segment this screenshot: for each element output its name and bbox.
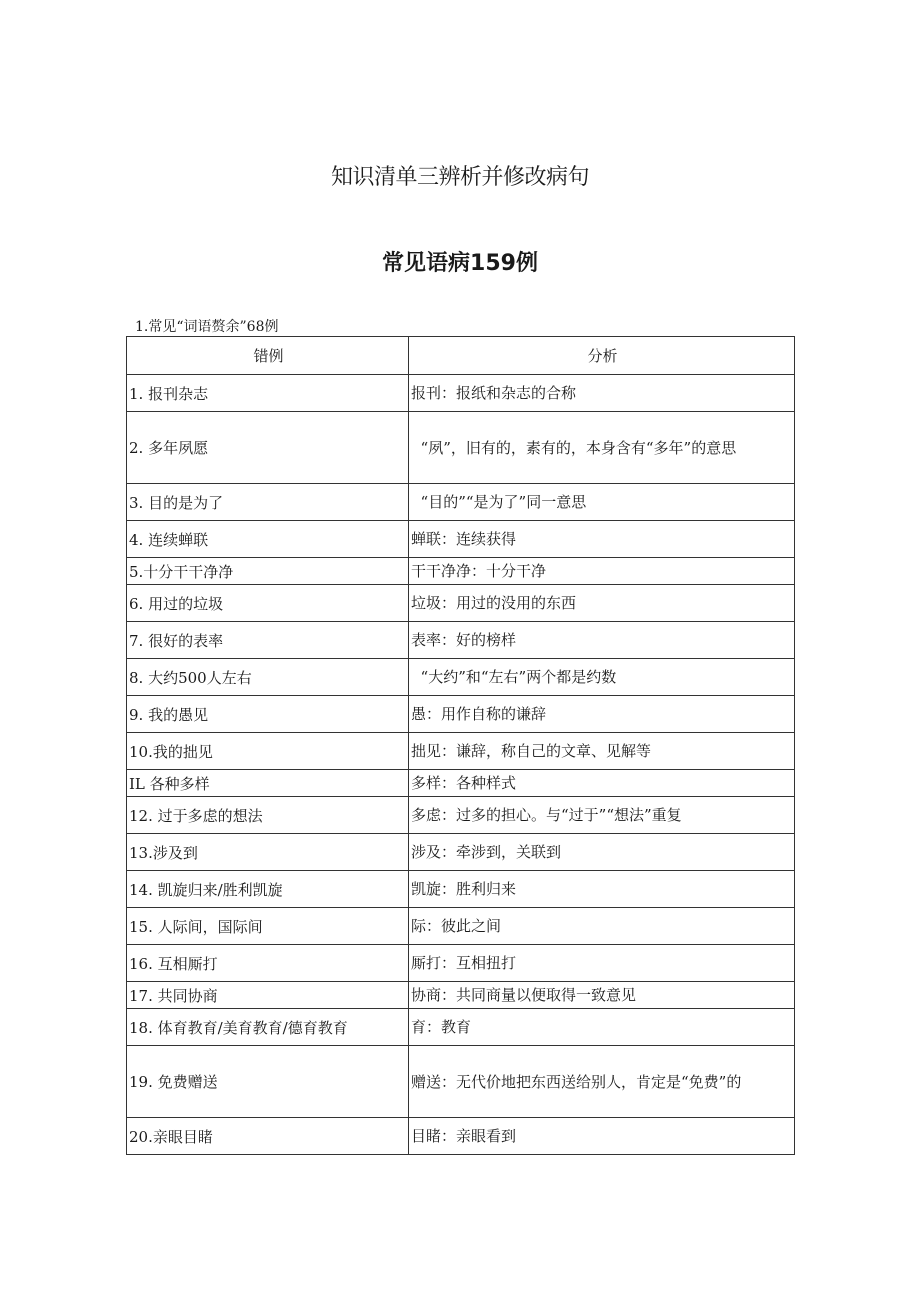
analysis-cell: 赠送：无代价地把东西送给别人，肯定是“免费”的 <box>409 1046 795 1118</box>
analysis-cell: 际：彼此之间 <box>409 908 795 945</box>
analysis-cell: 蝉联：连续获得 <box>409 521 795 558</box>
error-example-cell: 5.十分干干净净 <box>127 558 409 585</box>
analysis-cell: “目的”“是为了”同一意思 <box>409 484 795 521</box>
error-example-cell: 6. 用过的垃圾 <box>127 585 409 622</box>
analysis-cell: 育：教育 <box>409 1009 795 1046</box>
table-row <box>127 696 795 733</box>
table-row <box>127 585 795 622</box>
error-example-cell: 16. 互相厮打 <box>127 945 409 982</box>
column-header-error: 错例 <box>127 337 409 375</box>
error-example-cell: 19. 免费赠送 <box>127 1046 409 1118</box>
table-row <box>127 521 795 558</box>
table-body <box>127 375 795 1155</box>
table-row <box>127 908 795 945</box>
table-row <box>127 797 795 834</box>
analysis-cell: 愚：用作自称的谦辞 <box>409 696 795 733</box>
analysis-cell: “大约”和“左右”两个都是约数 <box>409 659 795 696</box>
analysis-cell: 拙见：谦辞，称自己的文章、见解等 <box>409 733 795 770</box>
error-example-cell: 7. 很好的表率 <box>127 622 409 659</box>
column-header-analysis: 分析 <box>409 337 795 375</box>
error-example-cell: 4. 连续蝉联 <box>127 521 409 558</box>
table-row <box>127 659 795 696</box>
section-label: 1.常见“词语赘余”68例 <box>135 319 279 335</box>
error-example-cell: 9. 我的愚见 <box>127 696 409 733</box>
analysis-cell: 表率：好的榜样 <box>409 622 795 659</box>
table-row <box>127 770 795 797</box>
error-example-cell: 8. 大约500人左右 <box>127 659 409 696</box>
error-example-cell: 12. 过于多虑的想法 <box>127 797 409 834</box>
page-title: 知识清单三辨析并修改病句 <box>330 165 589 190</box>
table-row <box>127 1009 795 1046</box>
table-row <box>127 834 795 871</box>
page-subtitle: 常见语病159例 <box>382 251 538 276</box>
error-example-cell: 15. 人际间，国际间 <box>127 908 409 945</box>
analysis-cell: 多样：各种样式 <box>409 770 795 797</box>
table-row <box>127 733 795 770</box>
table-header-row <box>127 337 795 375</box>
error-example-cell: 2. 多年夙愿 <box>127 412 409 484</box>
error-example-cell: 10.我的拙见 <box>127 733 409 770</box>
table-row <box>127 412 795 484</box>
table-row <box>127 622 795 659</box>
error-example-cell: 1. 报刊杂志 <box>127 375 409 412</box>
analysis-cell: 厮打：互相扭打 <box>409 945 795 982</box>
error-example-cell: 14. 凯旋归来/胜利凯旋 <box>127 871 409 908</box>
analysis-cell: 涉及：牵涉到，关联到 <box>409 834 795 871</box>
analysis-cell: 垃圾：用过的没用的东西 <box>409 585 795 622</box>
table-row <box>127 375 795 412</box>
table-row <box>127 484 795 521</box>
table-row <box>127 1046 795 1118</box>
table-row <box>127 871 795 908</box>
error-example-cell: 20.亲眼目睹 <box>127 1118 409 1155</box>
analysis-cell: 多虑：过多的担心。与“过于”“想法”重复 <box>409 797 795 834</box>
table-row <box>127 1118 795 1155</box>
table-row <box>127 982 795 1009</box>
table-row <box>127 945 795 982</box>
table-row <box>127 558 795 585</box>
error-example-cell: 18. 体育教育/美育教育/德育教育 <box>127 1009 409 1046</box>
error-example-cell: IL 各种多样 <box>127 770 409 797</box>
analysis-cell: 干干净净：十分干净 <box>409 558 795 585</box>
error-example-cell: 17. 共同协商 <box>127 982 409 1009</box>
error-example-cell: 13.涉及到 <box>127 834 409 871</box>
error-table <box>126 336 795 1155</box>
analysis-cell: 目睹：亲眼看到 <box>409 1118 795 1155</box>
analysis-cell: 报刊：报纸和杂志的合称 <box>409 375 795 412</box>
analysis-cell: “夙”，旧有的，素有的，本身含有“多年”的意思 <box>409 412 795 484</box>
analysis-cell: 协商：共同商量以便取得一致意见 <box>409 982 795 1009</box>
error-example-cell: 3. 目的是为了 <box>127 484 409 521</box>
analysis-cell: 凯旋：胜利归来 <box>409 871 795 908</box>
